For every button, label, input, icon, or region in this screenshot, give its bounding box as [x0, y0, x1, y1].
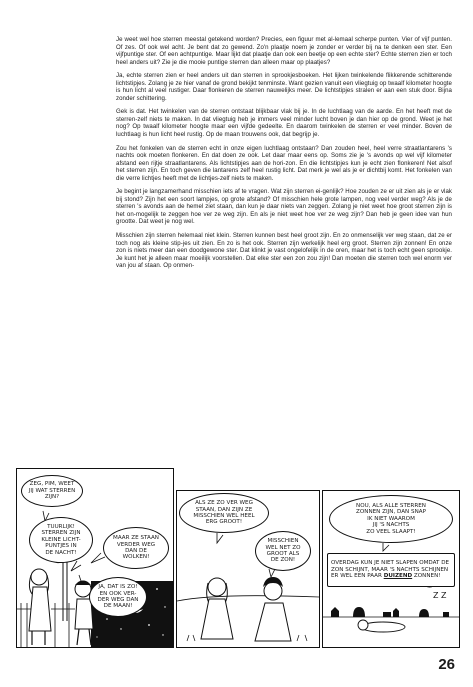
speech-line: JIJ WAT STERREN [28, 487, 76, 494]
speech-line: WEL NET ZO [265, 544, 301, 551]
speech-line: DER WEG DAN [97, 597, 139, 603]
paragraph-3: Gek is dat. Het twinkelen van de sterren ontstaat blijkbaar vlak bij je. In de luchtlaag van de aarde. En het heeft met de sterren-zelf niets te maken. In dat vliegtuig heb je immers veel minder lucht boven je dan hier op de grond. Weet je het nog? Op twaalf kilometer hoogte maar een vijfde gedeelte. En daarom twinkelen de sterren er veel minder. Boven de luchtlaag is hun licht heel rustig. Op de maan trouwens ook, dat begrijp je. [116, 108, 452, 139]
speech-bubble-2b [255, 531, 311, 571]
speech-line: VERDER WEG [116, 541, 156, 548]
caption-emphasis: DUIZEND [383, 573, 413, 580]
caption-text: OVERDAG KUN JE NIET SLAPEN OMDAT DE ZON SCHIJNT, MAAR 'S NACHTS SCHIJNEN ER WEL EEN PAAR [331, 560, 450, 580]
speech-line: KLEINE LICHT- [41, 536, 81, 543]
speech-line: ZO VEEL SLAAPT! [366, 528, 416, 535]
speech-line: IK NIET WAAROM [367, 515, 415, 522]
speech-line: PUNTJES IN [45, 543, 77, 550]
speech-line: ERG GROOT! [205, 519, 243, 526]
speech-line: GROOT ALS [266, 551, 300, 557]
speech-line: MISSCHIEN WEL HEEL [193, 513, 255, 519]
speech-line: TUURLIJK! [47, 523, 75, 530]
speech-line: NOU, ALS ALLE STERREN [356, 502, 426, 509]
speech-bubble-3a [329, 495, 453, 543]
speech-line: ALS ZE ZO VER WEG [195, 500, 253, 507]
comic-panel-1 [16, 468, 174, 648]
speech-line: ZEG, PIM, WEET [29, 481, 75, 488]
speech-bubble-1c [103, 527, 169, 569]
speech-bubble-1a [21, 475, 83, 507]
speech-line: STAAN, DAN ZIJN ZE [195, 506, 253, 513]
speech-line: DAN DE [125, 548, 147, 554]
comic-strip [16, 468, 458, 646]
caption-text-end: ZONNEN! [412, 573, 441, 580]
paragraph-4: Zou het fonkelen van de sterren echt in onze eigen luchtlaag ontstaan? Dan zouden heel, heel verre straatlantarens 's nachts ook moeten flonkeren. En dat doen ze ook. Let daar maar eens op. Soms zie je 's avonds op wel vijf kilometer afstand een rijtje straatlantarens. Als lichtstipjes aan de hori-zon. En die lichtstipjes kun je echt zien flonkeren! Net alsof het sterren zijn. En toch geven die lantarens zelf heel rustig licht. Dat merk je wel als je er dichtbij komt. Het fonkelen van die verre lichtjes heeft met de lichtjes-zelf niets te maken. [116, 144, 452, 182]
body-text [116, 36, 452, 276]
speech-line: ZONNEN ZIJN, DAN SNAP [356, 509, 426, 516]
speech-bubble-1d [89, 577, 147, 617]
comic-panel-2 [176, 490, 320, 648]
speech-bubble-1b [29, 517, 93, 563]
speech-line: EN OOK VER- [99, 590, 137, 597]
caption-box-3 [327, 553, 455, 587]
speech-line: STERREN ZIJN [41, 530, 81, 537]
speech-line: DE ZON! [270, 557, 296, 564]
sleep-z-letters: Z Z [433, 591, 447, 600]
speech-line: JA, DAT IS ZO! [98, 584, 138, 591]
paragraph-1: Je weet wel hoe sterren meestal getekend worden? Precies, een figuur met al-lemaal scherpe punten. Vier of vijf punten. Of zes. Of ook wel acht. Je bent dat zo gewend. Zo'n plaatje noem je zonder er verder bij na te denken een ster. Een vijfpuntige ster. Of een achtpuntige. Maar lijkt dat plaatje dan ook een beetje op een echte ster? Echte sterren zien er toch heel anders uit? Zie je die mooie puntige sterren dan alleen maar op plaatjes? [116, 36, 452, 66]
comic-panel-3 [322, 490, 460, 648]
speech-line: ZIJN? [44, 494, 60, 501]
paragraph-2: Ja, echte sterren zien er heel anders uit dan sterren in sprookjesboeken. Het lijken twinkelende flikkerende schitterende lichtstipjes. Zolang je ze hier vanaf de grond bekijkt tenminste. Want gezien vanuit een vliegtuig op twaalf kilometer hoogte is hun licht al veel rustiger. Daar flonkeren de sterren nauwelijks meer. De lichtstipjes stralen er aan een stuk door. Bijna zonder schittering. [116, 72, 452, 102]
speech-bubble-2a [179, 493, 269, 533]
paragraph-5: Je begint je langzamerhand misschien iets af te vragen. Wat zijn sterren ei-genlijk? Hoe zouden ze er uit zien als je er vlak bij stond? Zijn het een soort lampjes, op grote afstand? Of misschien hele grote lampen, nog veel verder weg? Als je de sterren 's avonds aan de hemel ziet staan, dan kun je daar niets van zeggen. Zolang je niet weet hoe groot sterren zijn is het on-mogelijk te zeggen hoe ver ze weg zijn. En als je niet weet hoe ver ze weg zijn? Dan heb je geen idee van hun grootte. Dat weet je nog wel. [116, 188, 452, 226]
paragraph-6: Misschien zijn sterren helemaal niet klein. Sterren kunnen best heel groot zijn. En zo onmenselijk ver weg staan, dat ze er toch nog als kleine stip-jes uit zien. En zo is het ook. Sterren zijn werkelijk heel erg groot. Sterren zijn zonnen! En onze zon is niets meer dan een doodgewone ster. Dat klinkt je vast ongelofelijk in de oren, maar het is toch echt geen sprookje. Je kunt het je alleen maar moeilijk voorstellen. Dat elke ster een zon zou zijn! Dan moeten die sterren toch wel enorm ver van jou af staan. Op onmen- [116, 232, 452, 270]
speech-line: JIJ 'S NACHTS [372, 522, 410, 529]
speech-line: DE NACHT! [45, 549, 77, 556]
speech-line: WOLKEN! [122, 554, 150, 561]
speech-line: MAAR ZE STAAN [113, 535, 159, 542]
page-number: 26 [438, 656, 455, 673]
speech-line: DE MAAN! [103, 603, 133, 610]
speech-line: MISSCHIEN [267, 538, 299, 545]
